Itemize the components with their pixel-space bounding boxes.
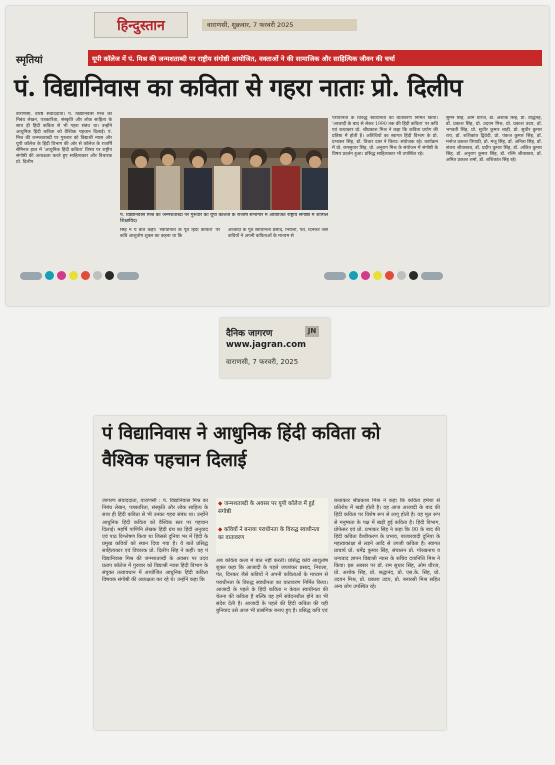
hindustan-masthead [94, 12, 188, 38]
bullet-1-text: जन्मशताब्दी के अवसर पर यूपी कॉलेज में हुई संगोष्ठी [218, 501, 315, 515]
jagran-bullets [216, 498, 328, 554]
jagran-column-3: कथाकार श्रीप्रकाश मिश्र ने कहा कि कविता हमेशा से प्रतिरोध में खड़ी होती है। वह आज आजादी के बाद की हिंदी कविता पर विशेष रूप से लागू होती है। वह मूल रूप से मनुष्यता के पक्ष में खड़ी हुई कविता है। हिंदी विभाग, प्रोफेसर एवं प्रो. प्रभाकर सिंह ने कहा कि 90 के बाद की हिंदी कविता वैश्वीकरण के प्रभाव, बाजारवादी दुनिया के महत्वाकांक्षा से लड़ने आदि से उपजी कविता है। स्वागत प्राचार्य प्रो. धर्मेंद्र कुमार सिंह, संचालन प्रो. गोरखनाथ व धन्यवाद ज्ञापन विद्याश्री न्यास के सचिव दयानिधि मिश्र ने किया। इस अवसर पर डॉ. राम सुधार सिंह, ओम धीरज, प्रो. अशोक सिंह, प्रो. श्रद्धानंद, प्रो. एस.के. सिंह, प्रो. उदयन मिश्र, प्रो. प्रकाश उदय, प्रो. बनारसी मिश्र सहित अन्य लोग उपस्थित रहे। [334, 498, 440, 591]
bullet-1 [218, 500, 324, 516]
story-column-2: सिंह ने ये बात कही। 'स्वाधीनता के पूर्व हिंदी कविता' पर कवि आशुतोष शुक्ल का कहना था कि [120, 228, 220, 239]
bullet-diamond-icon: ◆ [218, 527, 225, 533]
audience-photo-image [120, 118, 328, 210]
story-column-4: पराधीनता के विरुद्ध स्वाधीनता का वातावरण निर्मित किया। 'आजादी के बाद से लेकर 1990 तक की हिंदी कविता' पर कवि एवं कथाकार प्रो. श्रीप्रकाश मिश्र ने कहा कि कविता प्रयोग की प्रतिष्ठा में होती है। अतिथियों का स्वागत हिंदी विभाग के प्रो. प्रभाकर सिंह, डॉ. विचार दास ने किया। संयोजक रहे। कार्यक्रम में प्रो. रामसुधार सिंह, प्रो. अनुराग मिश्र के संयोजन में संगोष्ठी के विषय प्रवर्तन हुआ। प्रसिद्ध साहित्यकार भी उपस्थित रहे। [332, 116, 438, 157]
jagran-masthead-clip [220, 318, 330, 378]
event-photo [120, 118, 328, 210]
bullet-2-text: कवियों ने बनाया पराधीनता के विरुद्ध स्वाधीनता का वातावरण [218, 527, 320, 541]
photo-caption: पं. विद्यानिवास मिश्र की जन्मशताब्दी पर गुरुवार को यूपी कॉलेज के राजर्षि सभागार में आयोजित राष्ट्रीय संगोष्ठी में शामिल शिक्षाविद। [120, 213, 328, 224]
kicker-text: यूपी कॉलेज में पं. मिश्र की जन्मशताब्दी पर राष्ट्रीय संगोष्ठी आयोजित, वक्ताओं ने की सामाजिक और साहित्यिक जीवन की चर्चा [92, 54, 395, 63]
story-column-1: वाराणसी, वरिष्ठ संवाददाता। पं. विद्यानिवास मिश्र का निबंध लेखन, पत्रकारिता, संस्कृति और लोक साहित्य के साथ ही हिंदी कविता से भी गहरा संबंध था। उन्होंने आधुनिक हिंदी कविता को वैश्विक पहचान दिलाई। पं. मिश्र की जन्मशताब्दी पर गुरुवार को विद्याश्री न्यास और यूपी कॉलेज के हिंदी विभाग की ओर से कॉलेज के राजर्षि सेमिनार हाल में 'आधुनिक हिंदी कविता' विषय पर राष्ट्रीय संगोष्ठी की अध्यक्षता करते हुए साहित्यकार और विचारक प्रो. दिलीप [16, 112, 112, 165]
jagran-headline: पं विद्यानिवास ने आधुनिक हिंदी कविता को वैश्विक पहचान दिलाई [102, 423, 381, 471]
bullet-2 [218, 526, 324, 542]
masthead-text: हिन्दुस्तान [117, 17, 165, 34]
newspaper-clipping-jagran [94, 416, 446, 730]
bullet-diamond-icon: ◆ [218, 501, 225, 507]
section-label: स्मृतियां [16, 55, 43, 66]
jagran-masthead-title: दैनिक जागरण [226, 329, 273, 339]
jagran-url: www.jagran.com [226, 340, 306, 350]
jagran-logo-mark: JN [305, 326, 319, 337]
jagran-column-2: अब कविता कला में बात नहीं करती। प्रसिद्ध कवि आशुतोष शुक्ल कहा कि आजादी के पहले जयशंकर प्रसाद, निराला, पंत, दिनकर जैसे कवियों ने अपनी कविताओं के माध्यम से पराधीनता के विरुद्ध स्वाधीनता का वातावरण निर्मित किया। आजादी के पहले के हिंदी कविता न केवल स्वाधीनता की चेतना की कविता है बल्कि वह हमें संवेदनशील होने का भी संदेश देती है। आजादी के पहले की हिंदी कविता की यही बुनियाद उसे आज भी प्रासंगिक बनाए हुए है। प्रसिद्ध कवि एवं [216, 558, 328, 615]
newspaper-clipping-hindustan [6, 6, 549, 306]
story-column-5: सुमन सिंह, ओम धीरज, डॉ. अशोक सिंह, प्रो. वद्धिनेह, डॉ. प्रकाश सिंह, प्रो. उदयन मिश्र, प्रो. प्रकाश उदय, डॉ. भगवती सिंह, प्रो. सुधीर कुमार शाही, प्रो. सुधीर कुमार राय, डॉ. शशिकांत द्विवेदी, प्रो. पंकज कुमार सिंह, डॉ. मनोज प्रकाश त्रिपाठी, प्रो. मंजू सिंह, डॉ. अनिता सिंह, डॉ. संजय श्रीवास्तव, डॉ. प्रदीप कुमार सिंह, डॉ. अजित कुमार सिंह, डॉ. अनुराग कुमार सिंह, डॉ. रश्मि श्रीवास्तव, डॉ. अमित प्रकाश शर्मा, डॉ. शशिकांत सिंह रहे। [446, 116, 542, 163]
jagran-dateline: वाराणसी, 7 फरवरी, 2025 [226, 358, 299, 366]
jagran-column-1: जागरण संवाददाता, वाराणसी : पं. विद्यानिवास मिश्र का निबंध लेखन, पत्रकारिता, संस्कृति और लोक साहित्य के साथ ही हिंदी कविता से भी उनका गहरा संबंध था। उन्होंने आधुनिक हिंदी कविता को वैश्विक स्तर पर पहचान दिलाई। महर्षि पाणिनि लेखक हिंदी ग्रंथ का हिंदी अनुवाद एवं पाठ विश्लेषण किया था जिससे दुनिया भर में हिंदी के प्रमुख कवियों को स्थान दिया गया है। ये बातें प्रसिद्ध साहित्यकार एवं विचारक प्रो. दिलीप सिंह ने कहीं। वह पं विद्यानिवास मिश्र की जन्मशताब्दी के अवसर पर उदय प्रताप कॉलेज में गुरुवार को विद्याश्री न्यास हिंदी विभाग के संयुक्त तत्वावधान में आयोजित आधुनिक हिंदी कविता विषयक संगोष्ठी की अध्यक्षता कर रहे थे। उन्होंने कहा कि [102, 498, 208, 584]
headline: पं. विद्यानिवास का कविता से गहरा नाताः प्रो. दिलीप [14, 73, 463, 102]
color-swatch-row-left [20, 271, 139, 280]
story-column-3: आजादी के पूर्व स्वाधीनता प्रसाद, निराला, पंत, दिनकर जैसे कवियों ने अपनी कविताओं के माध्यम से [228, 228, 328, 239]
dateline: वाराणसी, शुक्रवार, 7 फरवरी 2025 [202, 19, 357, 31]
color-swatch-row-right [324, 271, 443, 280]
kicker-bar [88, 50, 542, 66]
